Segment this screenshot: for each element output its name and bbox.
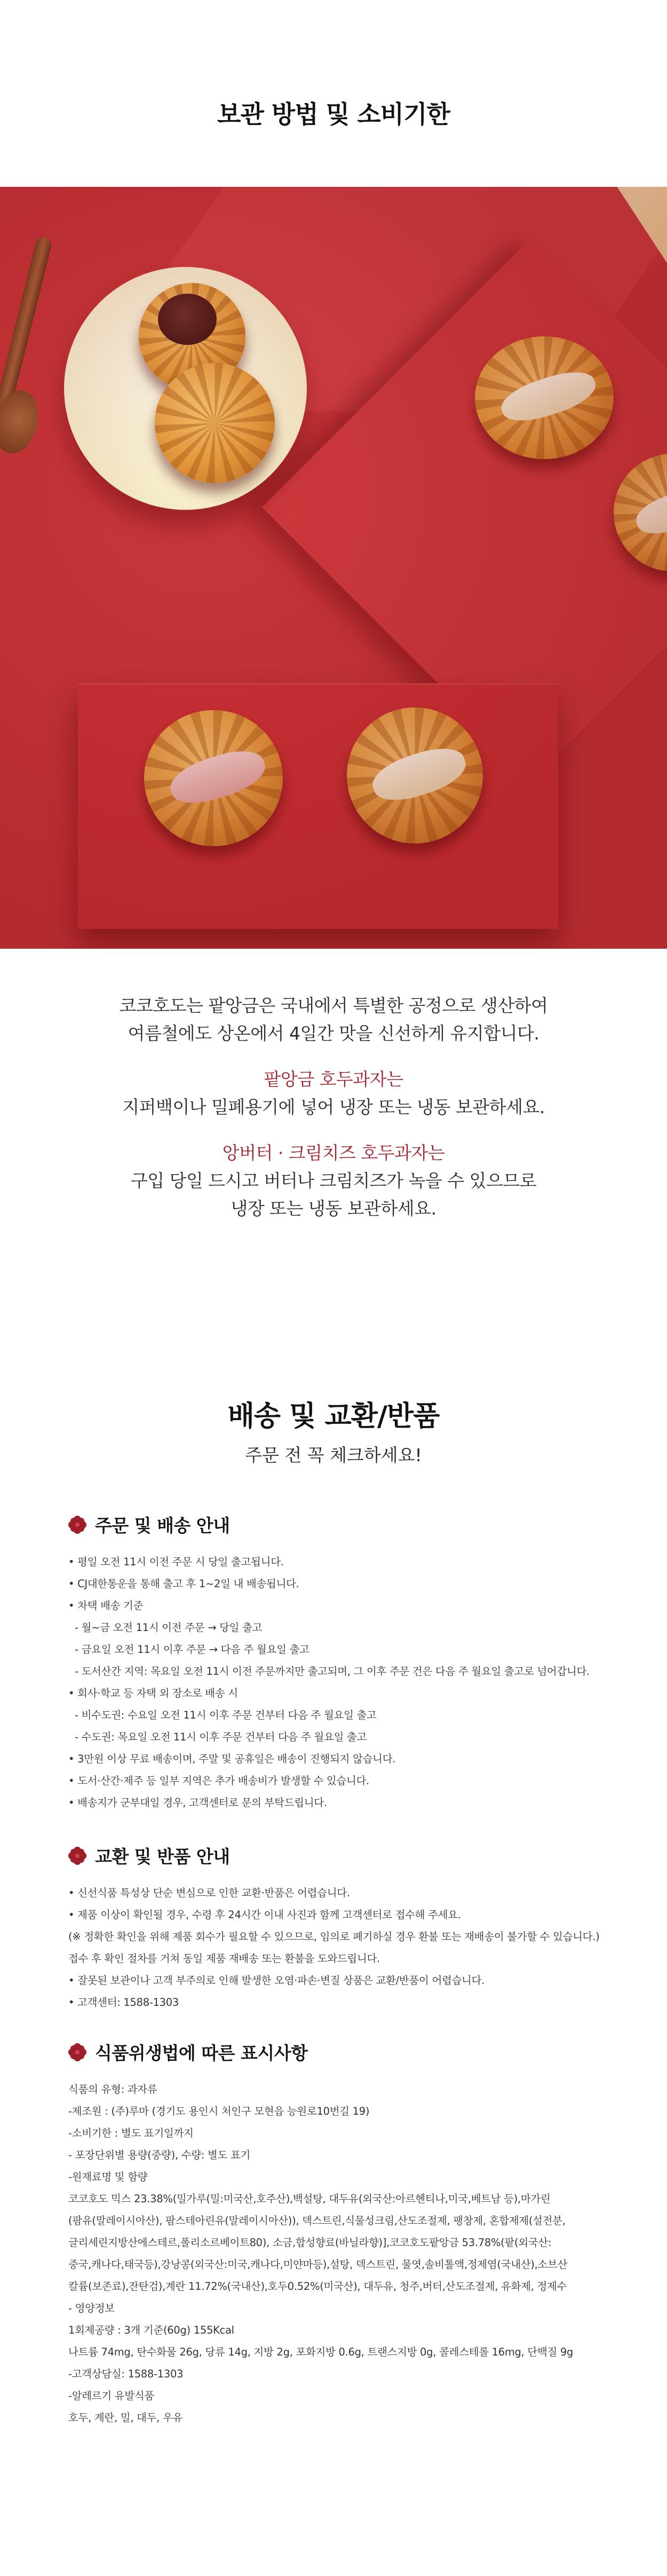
label-heading — [68, 2039, 607, 2065]
list-item: • 잘못된 보관이나 고객 부주의로 인해 발생한 오염·파손·변질 상품은 교환/반품이 어렵습니다. — [68, 1974, 485, 1987]
order-heading — [68, 1512, 607, 1537]
butter-text-1: 구입 당일 드시고 버터나 크림치즈가 녹을 수 있으므로 — [130, 1170, 537, 1191]
list-item: - 수도권: 목요일 오전 11시 이후 주문 건부터 다음 주 월요일 출고 — [75, 1731, 367, 1743]
list-item: - 영양정보 — [68, 2302, 115, 2314]
list-item: • 고객센터: 1588-1303 — [68, 1996, 179, 2008]
list-item: -소비기한 : 별도 표기일까지 — [68, 2127, 194, 2139]
shipping-title: 배송 및 교환/반품 — [227, 1400, 440, 1432]
list-item: • 회사·학교 등 자택 외 장소로 배송 시 — [68, 1687, 238, 1699]
list-item: • 제품 이상이 확인될 경우, 수령 후 24시간 이내 사진과 함께 고객센터로 접수해 주세요. — [68, 1909, 461, 1921]
list-item: 중국,캐나다,태국등),강낭콩(외국산:미국,캐나다,미얀마등),설탕, 덱스트린, 물엿,솔비톨액,정제염(국내산),소브산 — [68, 2258, 568, 2271]
list-item: -제조원 : (주)루마 (경기도 용인시 처인구 모현읍 능원로10번길 19) — [68, 2105, 370, 2117]
storage-title: 보관 방법 및 소비기한 — [217, 100, 450, 129]
flower-bullet-icon — [68, 1516, 86, 1534]
list-item: -원재료명 및 함량 — [68, 2171, 148, 2183]
list-item: • 차택 배송 기준 — [68, 1600, 144, 1612]
list-item: • 평일 오전 11시 이전 주문 시 당일 출고됩니다. — [68, 1556, 284, 1568]
flower-bullet-icon — [68, 1847, 86, 1865]
exchange-heading-label: 교환 및 반품 안내 — [95, 1846, 230, 1867]
product-photo — [0, 187, 667, 949]
exchange-return-section — [68, 1843, 607, 2013]
list-item: • 신선식품 특성상 단순 변심으로 인한 교환·반품은 어렵습니다. — [68, 1887, 350, 1899]
list-item: 칼륨(보존료),잔탄검),계란 11.72%(국내산),호두0.52%(미국산), 대두유, 청주,버터,산도조절제, 유화제, 정제수 — [68, 2280, 567, 2293]
list-item: - 도서산간 지역: 목요일 오전 11시 이전 주문까지만 출고되며, 그 이후 주문 건은 다음 주 월요일 출고로 넘어갑니다. — [75, 1665, 590, 1677]
exchange-heading — [68, 1843, 607, 1868]
list-item: 글리세린지방산에스테르,폴리소르베이트80), 소금,합성향료(바닐라향)],코코호도팥앙금 53.78%(팥(외국산: — [68, 2236, 552, 2249]
label-heading-label: 식품위생법에 따른 표시사항 — [95, 2043, 308, 2063]
photo-shade — [0, 187, 667, 949]
intro-line-1: 코코호도는 팥앙금은 국내에서 특별한 공정으로 생산하여 — [119, 995, 548, 1016]
list-item: • 도서·산간·제주 등 일부 지역은 추가 배송비가 발생할 수 있습니다. — [68, 1775, 369, 1787]
order-list — [68, 1551, 607, 1814]
list-item: 코코호도 믹스 23.38%(밀가루(밀:미국산,호주산),백설탕, 대두유(외국산:아르헨티나,미국,베트남 등),마가린 — [68, 2193, 551, 2205]
list-item: 접수 후 확인 절차를 거쳐 동일 제품 재배송 또는 환불을 도와드립니다. — [68, 1952, 380, 1965]
red-bean-heading: 팥앙금 호두과자는 — [264, 1069, 403, 1090]
intro-line-2: 여름철에도 상온에서 4일간 맛을 신선하게 유지합니다. — [128, 1023, 539, 1044]
list-item: • CJ대한통운을 통해 출고 후 1~2일 내 배송됩니다. — [68, 1578, 299, 1590]
label-list — [68, 2078, 607, 2429]
list-item: 호두, 계란, 밀, 대두, 우유 — [68, 2412, 183, 2424]
food-label-section — [68, 2039, 607, 2429]
list-item: 1회제공량 : 3개 기준(60g) 155Kcal — [68, 2324, 234, 2336]
exchange-list — [68, 1882, 607, 2013]
list-item: -고객상담실: 1588-1303 — [68, 2368, 184, 2380]
list-item: (※ 정확한 확인을 위해 제품 회수가 필요할 수 있으므로, 임의로 폐기하실 경우 환불 또는 재배송이 불가할 수 있습니다.) — [68, 1931, 600, 1943]
list-item: - 월~금 오전 11시 이전 주문 → 당일 출고 — [75, 1621, 263, 1634]
storage-intro — [0, 992, 667, 1223]
list-item: 식품의 유형: 과자류 — [68, 2083, 157, 2096]
list-item: - 금요일 오전 11시 이후 주문 → 다음 주 월요일 출고 — [75, 1643, 309, 1656]
shipping-subtitle: 주문 전 꼭 체크하세요! — [245, 1445, 422, 1466]
butter-heading: 앙버터 · 크림치즈 호두과자는 — [222, 1143, 445, 1163]
list-item: -알레르기 유발식품 — [68, 2390, 154, 2402]
red-bean-text: 지퍼백이나 밀폐용기에 넣어 냉장 또는 냉동 보관하세요. — [122, 1097, 545, 1117]
list-item: - 포장단위별 용량(중량), 수량: 별도 표기 — [68, 2149, 251, 2161]
list-item: - 비수도권: 수요일 오전 11시 이후 주문 건부터 다음 주 월요일 출고 — [75, 1709, 377, 1721]
list-item: (팜유(말레이시아산), 팜스테아린유(말레이시아산)), 덱스트린,식물성크림,산도조절제, 팽창제, 혼합제제(설전분, — [68, 2215, 566, 2227]
list-item: • 3만원 이상 무료 배송이며, 주말 및 공휴일은 배송이 진행되지 않습니다. — [68, 1753, 396, 1765]
order-shipping-section — [68, 1512, 607, 1814]
order-heading-label: 주문 및 배송 안내 — [95, 1515, 230, 1536]
butter-text-2: 냉장 또는 냉동 보관하세요. — [231, 1198, 436, 1219]
list-item: • 배송지가 군부대일 경우, 고객센터로 문의 부탁드립니다. — [68, 1797, 327, 1809]
list-item: 나트륨 74mg, 탄수화물 26g, 당류 14g, 지방 2g, 포화지방 0.6g, 트랜스지방 0g, 콜레스테롤 16mg, 단백질 9g — [68, 2346, 574, 2358]
flower-bullet-icon — [68, 2043, 86, 2061]
